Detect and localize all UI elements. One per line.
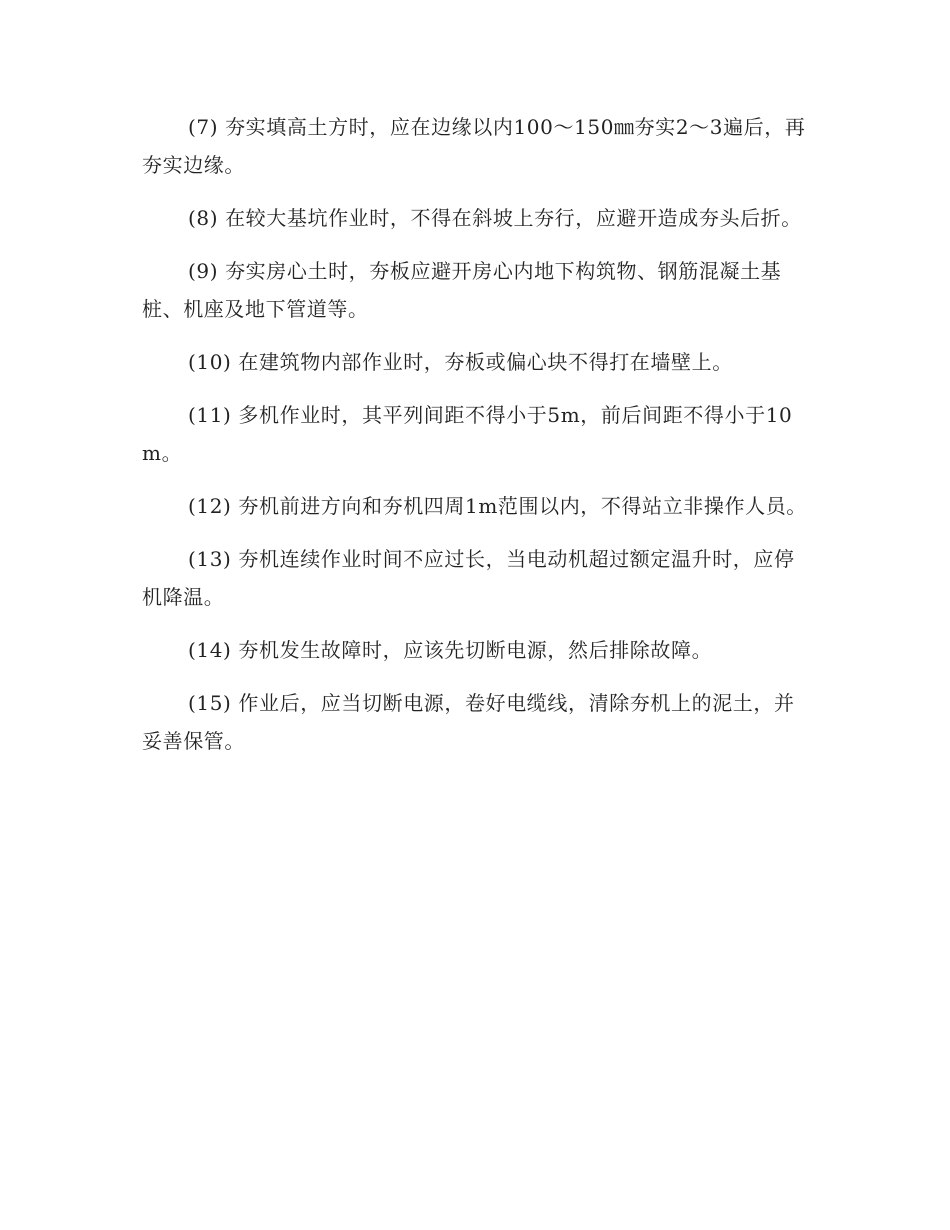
paragraph-14: (14) 夯机发生故障时，应该先切断电源，然后排除故障。 [188, 638, 713, 662]
paragraph-7: (7) 夯实填高土方时，应在边缘以内100～150㎜夯实2～3遍后，再夯实边缘。 [142, 115, 806, 177]
paragraph-11: (11) 多机作业时，其平列间距不得小于5m，前后间距不得小于10m。 [142, 403, 793, 465]
paragraph-13: (13) 夯机连续作业时间不应过长，当电动机超过额定温升时，应停机降温。 [142, 547, 795, 609]
document-body [142, 108, 810, 775]
paragraph-9: (9) 夯实房心土时，夯板应避开房心内地下构筑物、钢筋混凝土基桩、机座及地下管道等。 [142, 259, 782, 321]
paragraph-8: (8) 在较大基坑作业时，不得在斜坡上夯行，应避开造成夯头后折。 [188, 206, 802, 230]
paragraph-15: (15) 作业后，应当切断电源，卷好电缆线，清除夯机上的泥土，并妥善保管。 [142, 691, 795, 753]
paragraph-10: (10) 在建筑物内部作业时，夯板或偏心块不得打在墙壁上。 [188, 350, 733, 374]
paragraph-12: (12) 夯机前进方向和夯机四周1m范围以内，不得站立非操作人员。 [188, 494, 807, 518]
